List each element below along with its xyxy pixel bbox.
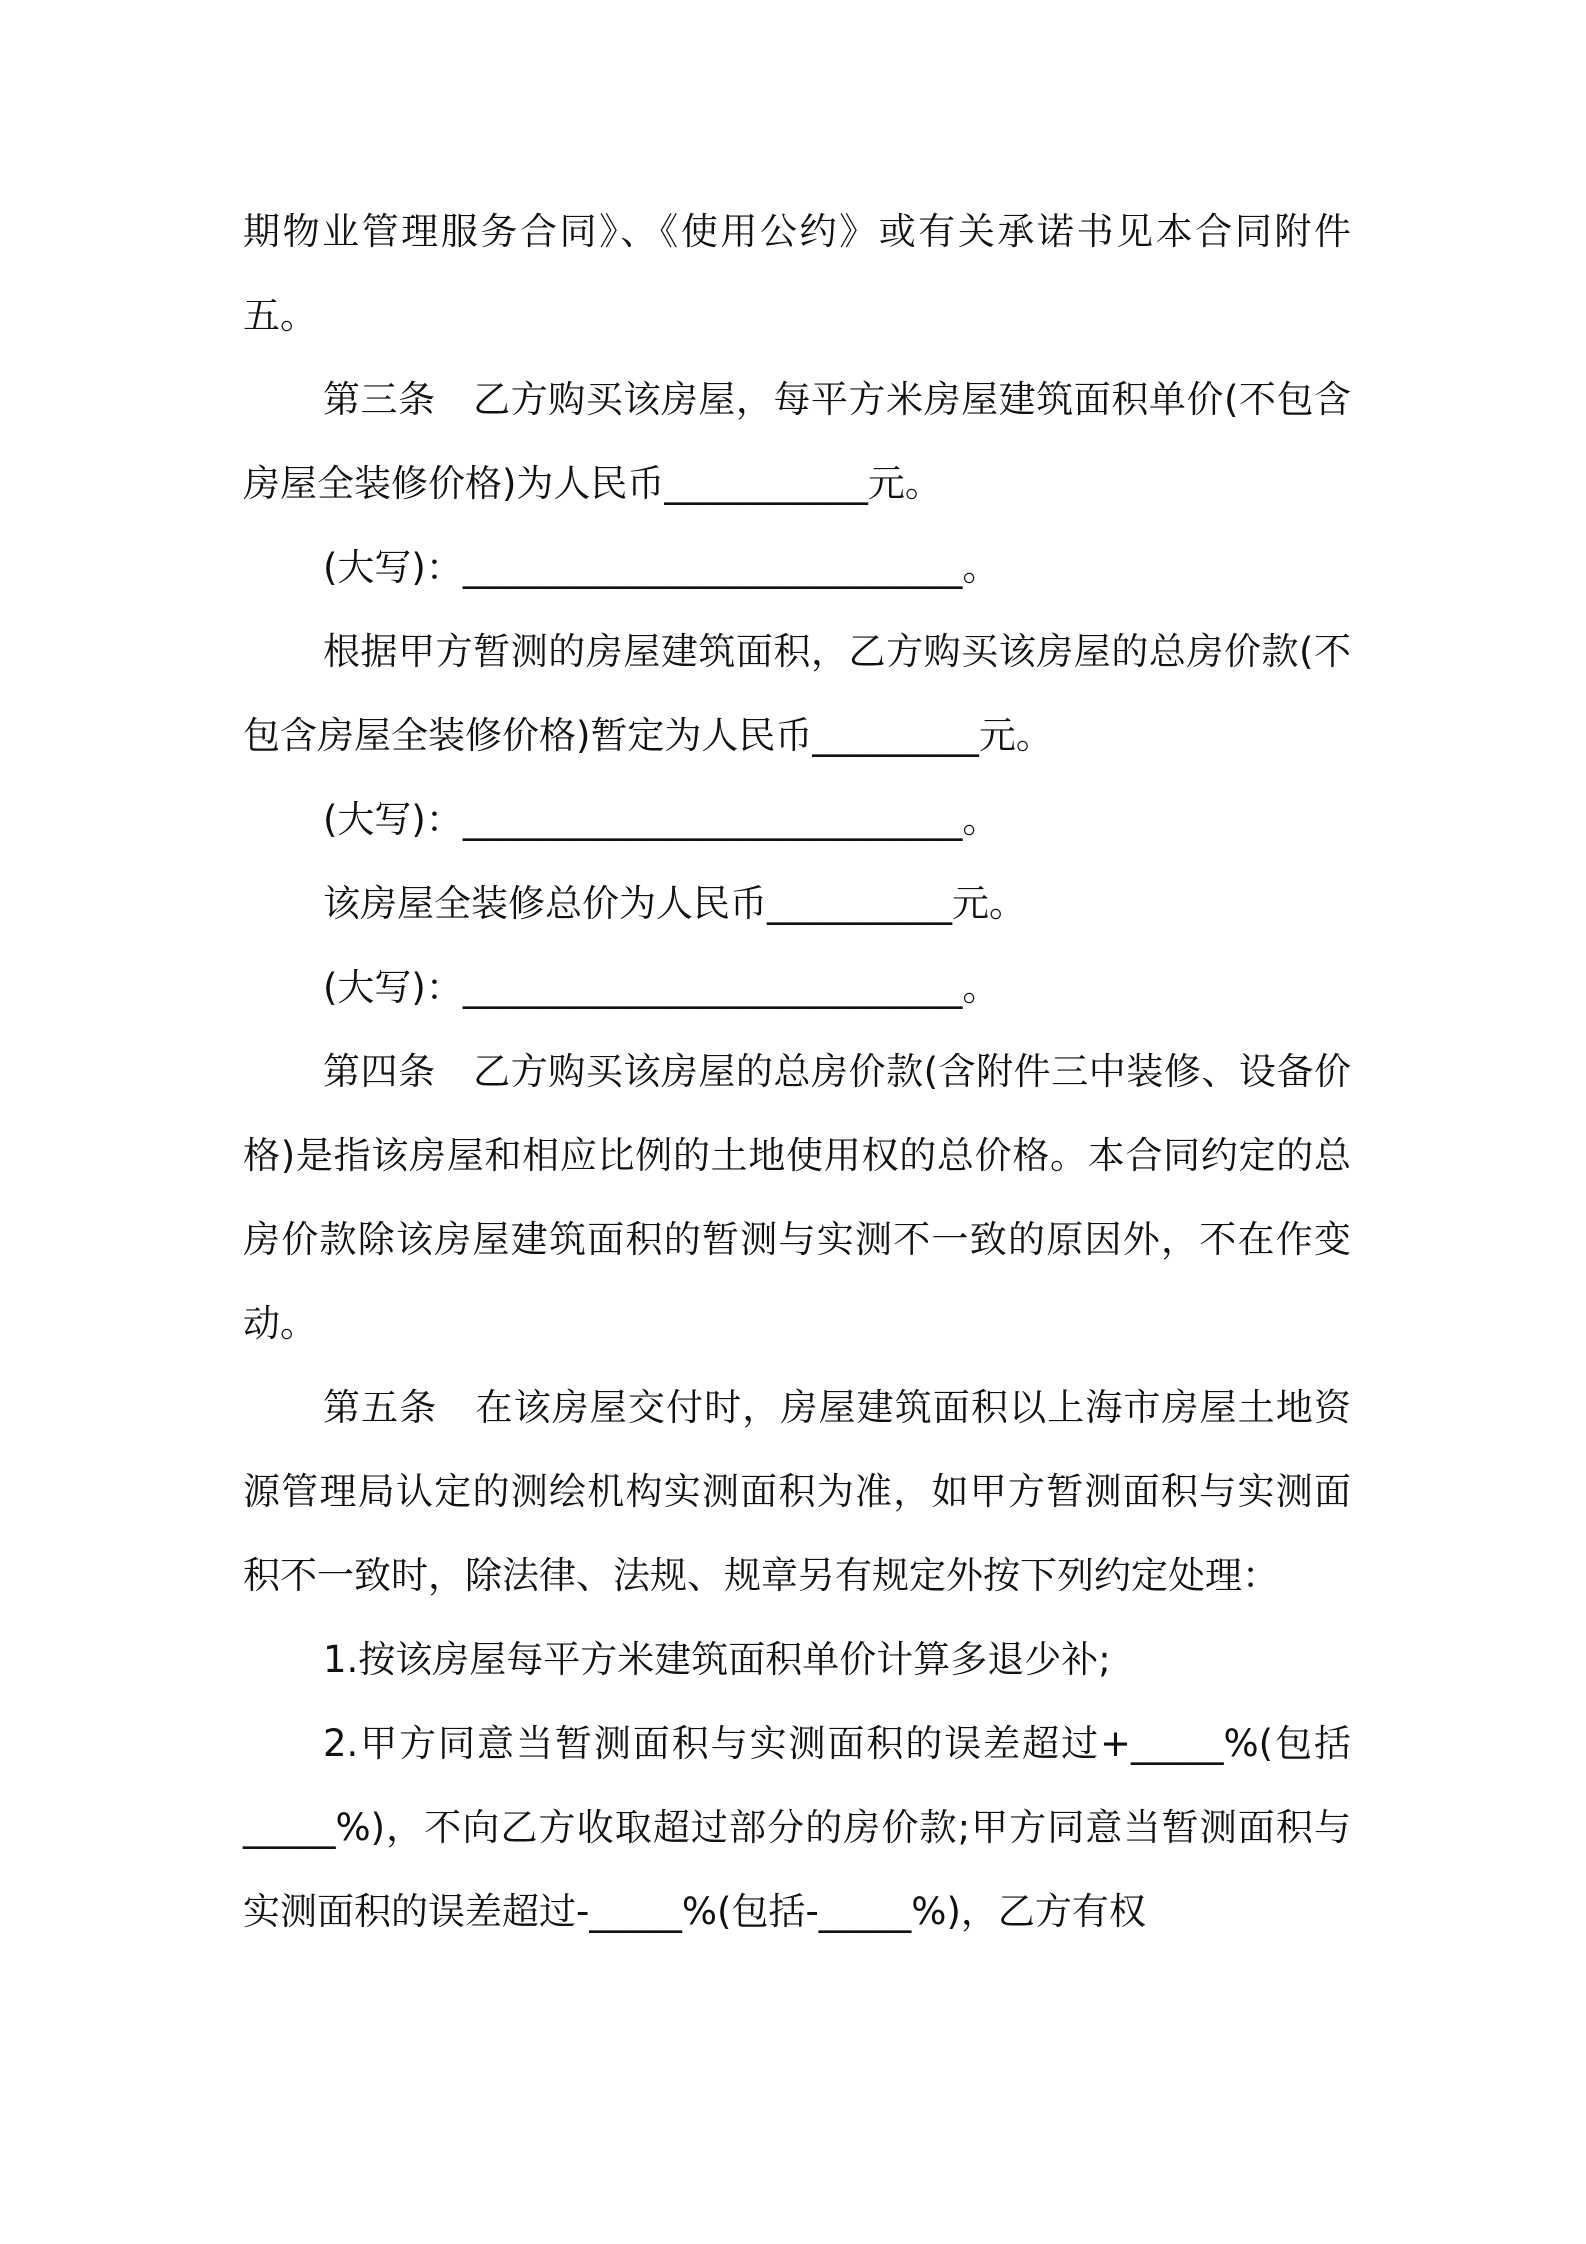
amount-in-words-2: (大写)：___________________________。 bbox=[323, 798, 1000, 841]
article-3-unit-price: 第三条 乙方购买该房屋，每平方米房屋建筑面积单价(不包含房屋全装修价格)为人民币___________元。 bbox=[243, 378, 1351, 505]
clause-1: 1.按该房屋每平方米建筑面积单价计算多退少补; bbox=[323, 1638, 1111, 1681]
renovation-price-paragraph: 该房屋全装修总价为人民币__________元。 bbox=[323, 882, 1026, 925]
clause-2: 2.甲方同意当暂测面积与实测面积的误差超过+_____%(包括_____%)，不向乙方收取超过部分的房价款;甲方同意当暂测面积与实测面积的误差超过-_____%(包括-_____%)，乙方有权 bbox=[243, 1722, 1351, 1933]
document-page bbox=[243, 190, 1351, 1954]
amount-in-words-1: (大写)：___________________________。 bbox=[323, 546, 1000, 589]
total-price-paragraph: 根据甲方暂测的房屋建筑面积，乙方购买该房屋的总房价款(不包含房屋全装修价格)暂定为人民币_________元。 bbox=[243, 630, 1351, 757]
amount-in-words-3: (大写)：___________________________。 bbox=[323, 966, 1000, 1009]
paragraph-1: 期物业管理服务合同》、《使用公约》或有关承诺书见本合同附件五。 bbox=[243, 210, 1351, 337]
article-4: 第四条 乙方购买该房屋的总房价款(含附件三中装修、设备价格)是指该房屋和相应比例的土地使用权的总价格。本合同约定的总房价款除该房屋建筑面积的暂测与实测不一致的原因外，不在作变动。 bbox=[243, 1050, 1351, 1345]
article-5: 第五条 在该房屋交付时，房屋建筑面积以上海市房屋土地资源管理局认定的测绘机构实测面积为准，如甲方暂测面积与实测面积不一致时，除法律、法规、规章另有规定外按下列约定处理： bbox=[243, 1386, 1351, 1597]
